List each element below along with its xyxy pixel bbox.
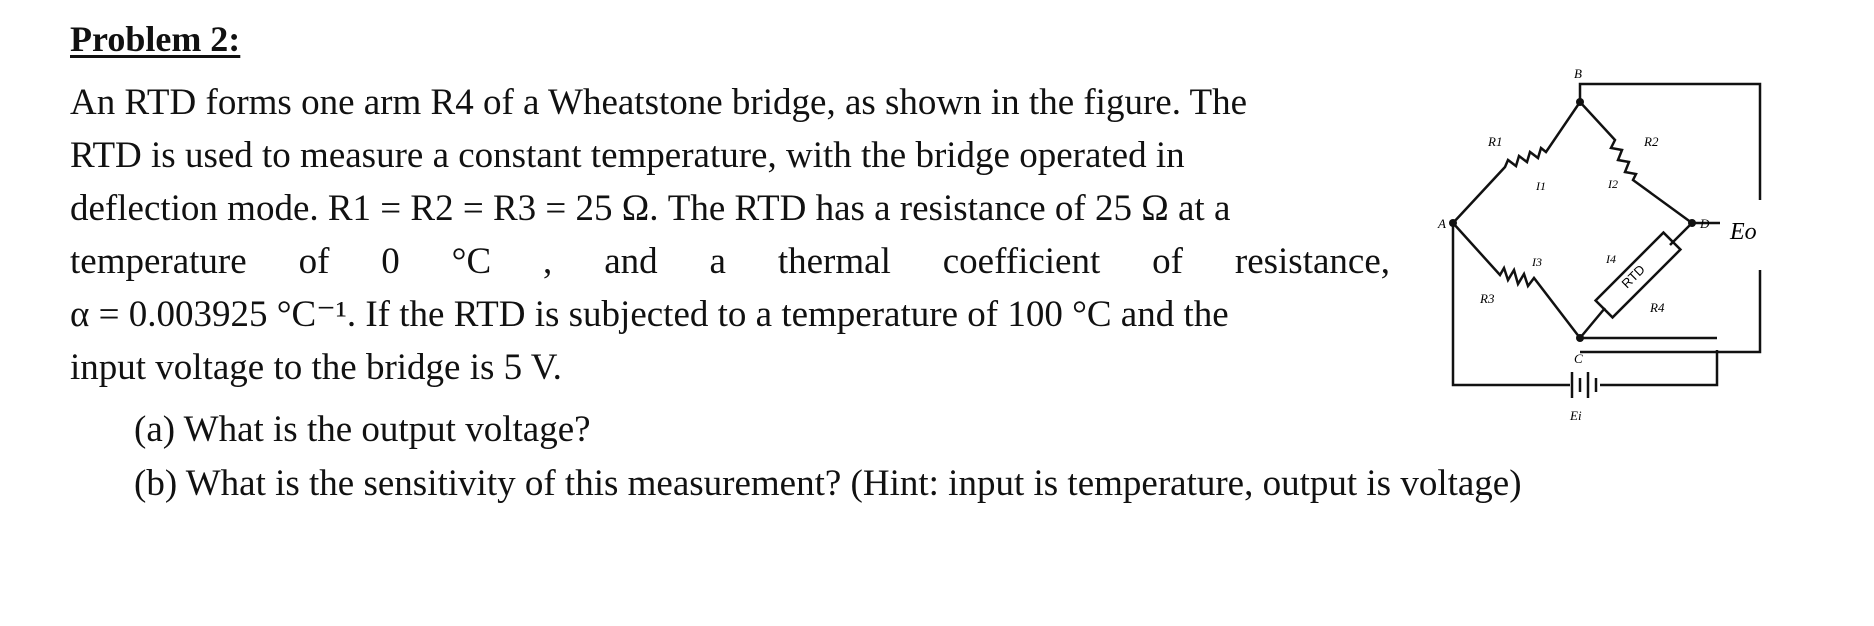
label-b: B xyxy=(1574,66,1582,81)
statement-line-1: An RTD forms one arm R4 of a Wheatstone bridge, as shown in the figure. The xyxy=(70,82,1248,123)
label-r4: R4 xyxy=(1650,300,1665,315)
statement-line-6: input voltage to the bridge is 5 V. xyxy=(70,347,562,388)
word: 0 xyxy=(381,241,400,282)
statement-line-2: RTD is used to measure a constant temperature, with the bridge operated in xyxy=(70,135,1185,176)
word: a xyxy=(709,241,726,282)
question-b: (b) What is the sensitivity of this measurement? (Hint: input is temperature, output is voltage) xyxy=(134,463,1522,504)
r3-arm xyxy=(1453,223,1580,338)
label-i3: I3 xyxy=(1532,255,1542,269)
word: resistance, xyxy=(1234,241,1390,282)
node-c xyxy=(1576,334,1584,342)
statement-line-5: α = 0.003925 °C⁻¹. If the RTD is subjected to a temperature of 100 °C and the xyxy=(70,294,1229,335)
problem-statement xyxy=(70,76,1390,394)
word: °C xyxy=(451,241,492,282)
label-r3: R3 xyxy=(1480,291,1495,306)
label-r1: R1 xyxy=(1488,134,1503,149)
label-r2: R2 xyxy=(1644,134,1659,149)
node-a xyxy=(1449,219,1457,227)
statement-line-4 xyxy=(70,235,1390,288)
word: and xyxy=(604,241,658,282)
node-d xyxy=(1688,219,1696,227)
word: coefficient xyxy=(942,241,1101,282)
label-i2: I2 xyxy=(1608,177,1618,191)
word: temperature xyxy=(70,241,247,282)
wheatstone-bridge-diagram xyxy=(1430,60,1790,460)
label-rtd: RTD xyxy=(1618,261,1648,292)
word: thermal xyxy=(777,241,891,282)
label-d: D xyxy=(1700,216,1710,231)
label-a: A xyxy=(1438,216,1446,231)
label-i1: I1 xyxy=(1536,179,1546,193)
word: of xyxy=(298,241,330,282)
word: , xyxy=(543,241,553,282)
label-output-voltage: Eo xyxy=(1730,219,1757,245)
label-c: C xyxy=(1574,351,1583,366)
output-wire-top xyxy=(1580,84,1760,200)
r2-arm xyxy=(1580,102,1692,223)
statement-line-3: deflection mode. R1 = R2 = R3 = 25 Ω. The RTD has a resistance of 25 Ω at a xyxy=(70,188,1231,229)
label-i4: I4 xyxy=(1606,252,1616,266)
word: of xyxy=(1152,241,1183,282)
problem-heading: Problem 2: xyxy=(70,19,241,59)
question-a: (a) What is the output voltage? xyxy=(134,409,591,450)
input-wire-right xyxy=(1600,350,1717,385)
label-input-voltage: Ei xyxy=(1570,408,1582,423)
r1-arm xyxy=(1453,102,1580,223)
node-b xyxy=(1576,98,1584,106)
